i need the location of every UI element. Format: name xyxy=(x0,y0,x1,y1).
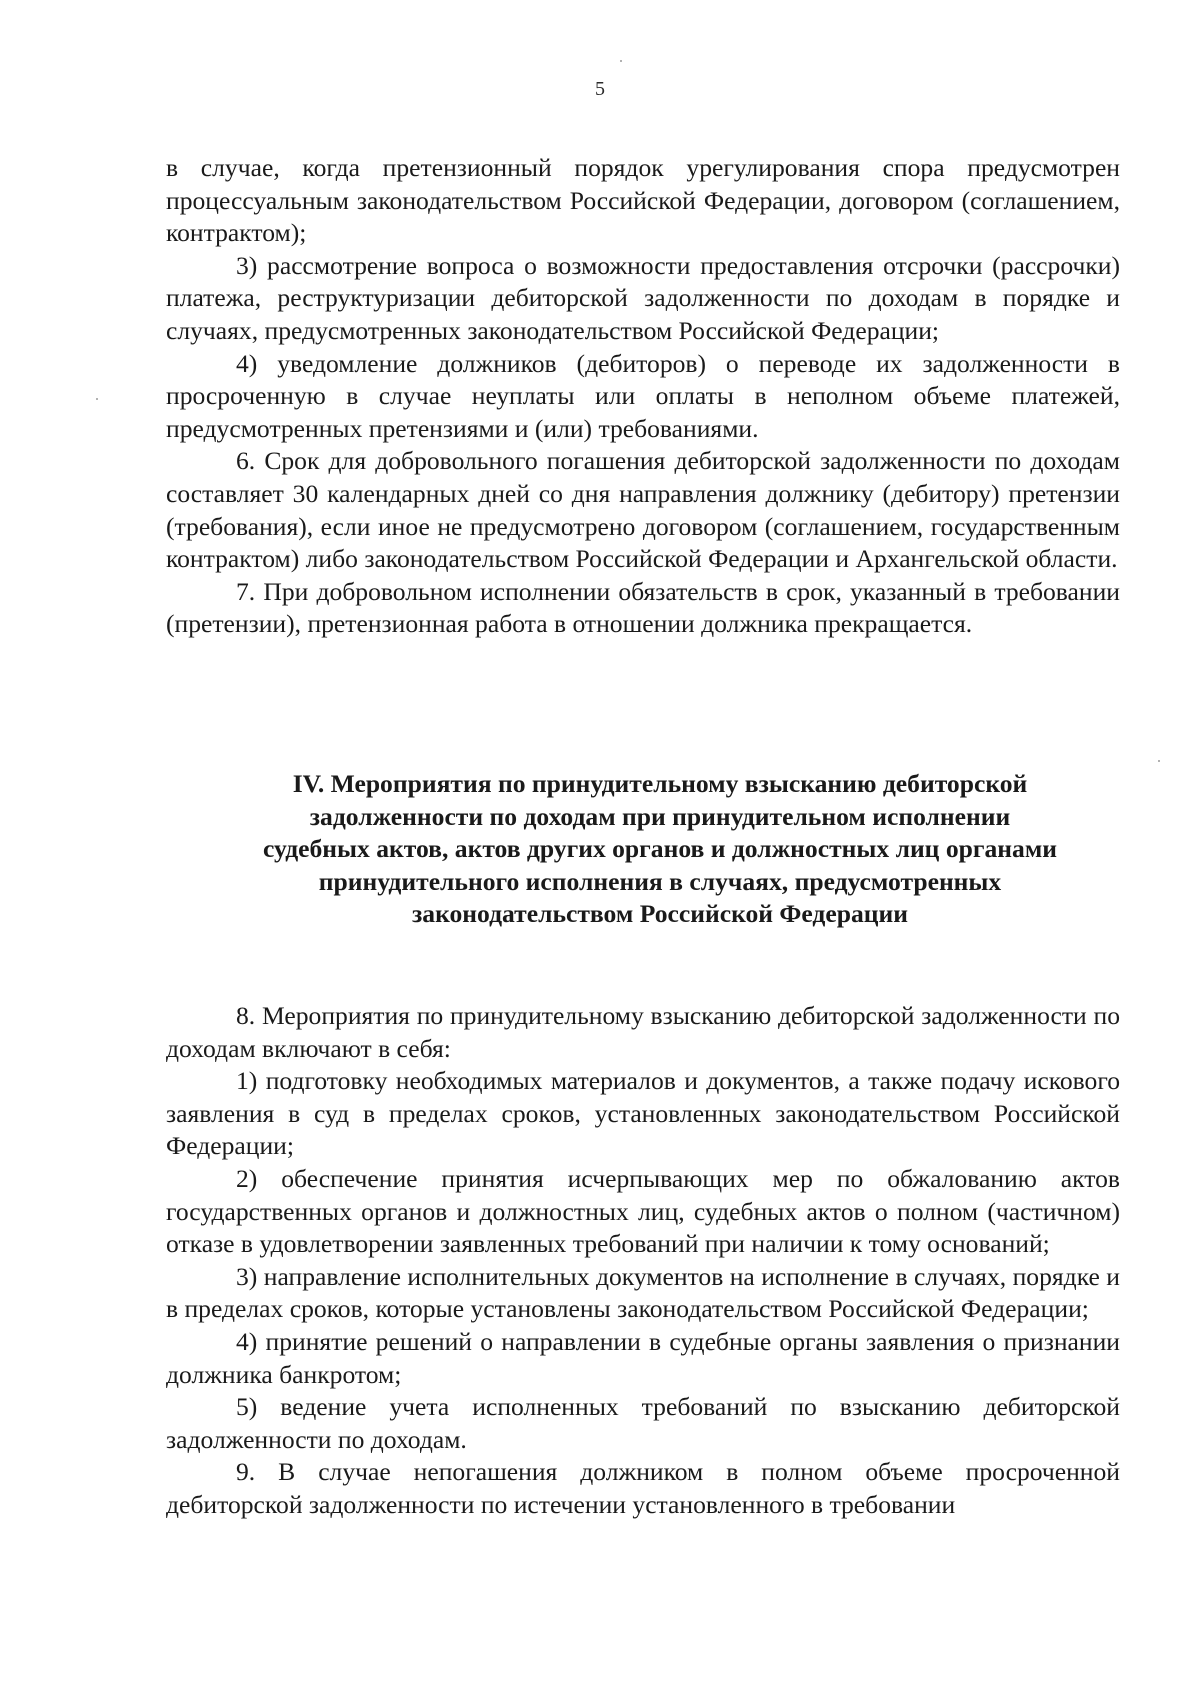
paragraph-item-3-deferral: 3) рассмотрение вопроса о возможности предоставления отсрочки (рассрочки) платежа, реструктуризации дебиторской задолженности по доходам в порядке и случаях, предусмотренных законодательством Российской Федерации; xyxy=(166,250,1120,345)
section-heading xyxy=(190,768,1130,931)
paragraph-item-3-enforcement: 3) направление исполнительных документов на исполнение в случаях, порядке и в пределах сроков, которые установлены законодательством Российской Федерации; xyxy=(166,1261,1120,1324)
paragraph-item-1-lawsuit: 1) подготовку необходимых материалов и документов, а также подачу искового заявления в суд в пределах сроков, установленных законодательством Российской Федерации; xyxy=(166,1066,1120,1161)
paragraph-clause-9-nonpayment: 9. В случае непогашения должником в полном объеме просроченной дебиторской задолженности по истечении установленного в требовании xyxy=(166,1457,1120,1519)
paragraph-item-5-accounting: 5) ведение учета исполненных требований по взысканию дебиторской задолженности по доходам. xyxy=(166,1392,1120,1454)
section-heading-line: принудительного исполнения в случаях, предусмотренных xyxy=(318,866,1002,896)
section-heading-line: законодательством Российской Федерации xyxy=(411,899,908,929)
section-heading-line: судебных актов, актов других органов и должностных лиц органами xyxy=(262,834,1058,864)
paragraph-item-4-bankruptcy: 4) принятие решений о направлении в судебные органы заявления о признании должника банкротом; xyxy=(166,1326,1120,1389)
scan-speck xyxy=(1158,760,1160,762)
paragraph-clause-8-measures: 8. Мероприятия по принудительному взысканию дебиторской задолженности по доходам включают в себя: xyxy=(166,1001,1120,1063)
section-heading-line: IV. Мероприятия по принудительному взысканию дебиторской xyxy=(292,769,1028,798)
page-number: 5 xyxy=(595,78,605,100)
paragraph-clause-6-term: 6. Срок для добровольного погашения дебиторской задолженности по доходам составляет 30 календарных дней со дня направления должнику (дебитору) претензии (требования), если иное не предусмотрено договором (соглашением, государственным контрактом) либо законодательством Российской Федерации и Архангельской области. xyxy=(166,446,1120,574)
paragraph-item-4-notification: 4) уведомление должников (дебиторов) о переводе их задолженности в просроченную в случае неуплаты или оплаты в неполном объеме платежей, предусмотренных претензиями и (или) требованиями. xyxy=(166,348,1120,443)
paragraph-clause-7-voluntary: 7. При добровольном исполнении обязательств в срок, указанный в требовании (претензии), претензионная работа в отношении должника прекращается. xyxy=(166,576,1120,639)
scan-speck xyxy=(620,60,622,62)
scan-speck xyxy=(96,398,98,400)
text-block-claims xyxy=(166,152,1120,641)
paragraph-item-2-appeal: 2) обеспечение принятия исчерпывающих мер по обжалованию актов государственных органов и должностных лиц, судебных актов о полном (частичном) отказе в удовлетворении заявленных требований при наличии к тому оснований; xyxy=(166,1163,1120,1259)
paragraph-claim-procedure: в случае, когда претензионный порядок урегулирования спора предусмотрен процессуальным законодательством Российской Федерации, договором (соглашением, контрактом); xyxy=(166,153,1120,248)
text-block-enforcement xyxy=(166,1000,1120,1522)
section-heading-line: задолженности по доходам при принудительном исполнении xyxy=(309,801,1011,831)
